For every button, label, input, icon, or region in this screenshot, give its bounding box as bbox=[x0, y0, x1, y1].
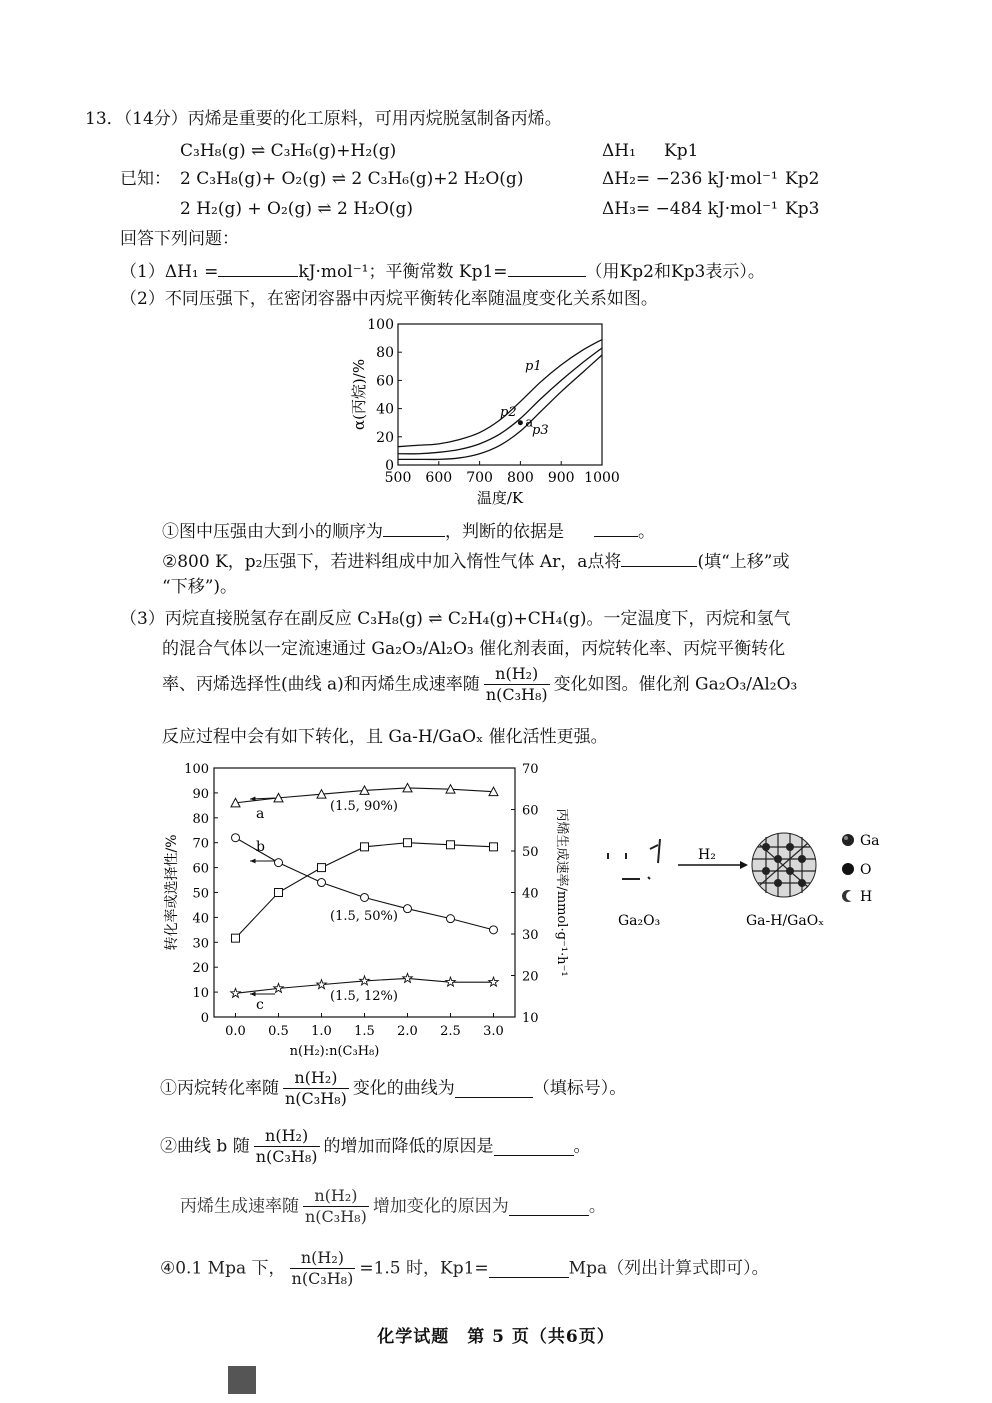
part-3-line-4: 反应过程中会有如下转化，且 Ga-H/GaOₓ 催化活性更强。 bbox=[162, 727, 608, 747]
annotation: (1.5, 12%) bbox=[330, 989, 398, 1004]
part-2-q1-c: 。 bbox=[638, 522, 655, 542]
part-1-c: （用Kp2和Kp3表示）。 bbox=[585, 262, 765, 282]
star-marker bbox=[446, 977, 456, 986]
part-2: （2）不同压强下，在密闭容器中丙烷平衡转化率随温度变化关系如图。 bbox=[120, 289, 658, 309]
fraction-numerator: n(H₂) bbox=[484, 664, 550, 685]
square-marker bbox=[404, 839, 412, 847]
known-label: 已知： bbox=[120, 169, 171, 189]
y-tick-label: 0 bbox=[385, 458, 394, 474]
y-tick-label: 90 bbox=[192, 786, 209, 802]
part-2-q1 bbox=[162, 518, 655, 543]
x-tick-label: 0.0 bbox=[225, 1024, 246, 1039]
y-tick-label: 0 bbox=[200, 1011, 209, 1026]
sub-question-4-c: Mpa（列出计算式即可）。 bbox=[568, 1258, 769, 1279]
y-tick-label: 70 bbox=[192, 836, 209, 852]
fraction-denominator: n(C₃H₈) bbox=[285, 1089, 347, 1108]
part-2-q2-a: ②800 K，p₂压强下，若进料组成中加入惰性气体 Ar，a点将 bbox=[162, 552, 622, 572]
sub-question-3 bbox=[180, 1186, 606, 1227]
square-marker bbox=[447, 841, 455, 849]
legend-o: O bbox=[860, 862, 872, 878]
circle-marker bbox=[232, 834, 240, 842]
curve-label-c: c bbox=[256, 997, 264, 1013]
point-a bbox=[518, 420, 523, 425]
part-1-b: kJ·mol⁻¹；平衡常数 Kp1= bbox=[298, 262, 508, 282]
page-footer: 化学试题 第 5 页（共6页） bbox=[377, 1327, 615, 1347]
h2-label: H₂ bbox=[698, 847, 716, 863]
ratio-fraction bbox=[283, 1068, 349, 1109]
reaction-1-dh: ΔH₁ bbox=[602, 141, 636, 161]
y-tick-label: 30 bbox=[192, 936, 209, 952]
chart-2 bbox=[160, 752, 590, 1064]
legend-h: H bbox=[860, 889, 873, 905]
x-tick-label: 600 bbox=[425, 470, 453, 486]
part-1-a: （1）ΔH₁ = bbox=[120, 262, 219, 282]
x-tick-label: 1.0 bbox=[311, 1024, 332, 1039]
catalyst-diagram bbox=[600, 825, 900, 930]
fraction-denominator: n(C₃H₈) bbox=[255, 1147, 318, 1166]
fraction-numerator: n(H₂) bbox=[254, 1126, 320, 1147]
x-tick-label: 500 bbox=[384, 470, 412, 486]
sub-question-4-b: =1.5 时，Kp1= bbox=[359, 1258, 489, 1279]
sub-question-1-b: 变化的曲线为 bbox=[352, 1078, 455, 1099]
curve-label-a: a bbox=[256, 806, 265, 822]
y-tick-label: 50 bbox=[192, 886, 209, 902]
h-legend-icon bbox=[842, 890, 856, 902]
sub-question-4-a: ④0.1 Mpa 下， bbox=[160, 1258, 286, 1279]
sub-question-1-a: ①丙烷转化率随 bbox=[160, 1078, 279, 1099]
arrow-head bbox=[250, 992, 256, 997]
sub-question-4 bbox=[160, 1248, 769, 1289]
y-tick-label: 100 bbox=[184, 762, 209, 777]
circle-marker bbox=[275, 859, 283, 867]
curve-p2 bbox=[398, 348, 602, 454]
ratio-fraction bbox=[303, 1186, 369, 1227]
y-axis-label: 转化率或选择性/% bbox=[164, 834, 180, 951]
answer-blank[interactable] bbox=[508, 258, 586, 277]
y-right-tick-label: 20 bbox=[522, 969, 539, 985]
part-2-q2-b: (填“上移”或 bbox=[697, 552, 790, 572]
y-tick-label: 40 bbox=[192, 911, 209, 927]
fraction-denominator: n(C₃H₈) bbox=[305, 1207, 367, 1226]
y-right-tick-label: 10 bbox=[522, 1011, 539, 1026]
y-right-tick-label: 50 bbox=[522, 845, 539, 860]
sub-question-2-a: ②曲线 b 随 bbox=[160, 1136, 250, 1157]
reaction-2-equation: 2 C₃H₈(g)+ O₂(g) ⇌ 2 C₃H₆(g)+2 H₂O(g) bbox=[180, 169, 524, 189]
x-tick-label: 3.0 bbox=[483, 1024, 504, 1039]
fraction-numerator: n(H₂) bbox=[290, 1248, 356, 1269]
part-2-q1-b: ，判断的依据是 bbox=[445, 522, 564, 542]
y-tick-label: 100 bbox=[367, 317, 394, 333]
y-tick-label: 60 bbox=[376, 373, 394, 390]
answer-blank[interactable] bbox=[218, 258, 298, 277]
circle-marker bbox=[490, 926, 498, 934]
reaction-3-equation: 2 H₂(g) + O₂(g) ⇌ 2 H₂O(g) bbox=[180, 199, 413, 219]
answer-blank[interactable] bbox=[509, 1197, 589, 1216]
part-3-line-1: （3）丙烷直接脱氢存在副反应 C₃H₈(g) ⇌ C₂H₄(g)+CH₄(g)。一定温度下，丙烷和氢气 bbox=[120, 609, 791, 629]
answer-blank[interactable] bbox=[489, 1259, 569, 1278]
reaction-2-dh: ΔH₂= −236 kJ·mol⁻¹ bbox=[602, 169, 778, 189]
answer-blank[interactable] bbox=[455, 1079, 533, 1098]
x-tick-label: 900 bbox=[547, 470, 575, 486]
curve-label-p1: p1 bbox=[525, 359, 542, 374]
sub-question-3-a: 丙烯生成速率随 bbox=[180, 1196, 299, 1217]
y-tick-label: 20 bbox=[376, 429, 394, 446]
reaction-1-equation: C₃H₈(g) ⇌ C₃H₆(g)+H₂(g) bbox=[180, 141, 397, 161]
square-marker bbox=[490, 843, 498, 851]
sub-question-2 bbox=[160, 1126, 591, 1167]
sub-question-3-b: 增加变化的原因为 bbox=[372, 1196, 509, 1217]
answer-blank[interactable] bbox=[594, 518, 638, 537]
square-marker bbox=[275, 889, 283, 897]
part-1 bbox=[120, 258, 765, 283]
sub-question-2-c: 。 bbox=[573, 1136, 591, 1157]
star-marker bbox=[317, 980, 327, 989]
ga-h-gaox-structure bbox=[752, 833, 816, 897]
part-2-q1-a: ①图中压强由大到小的顺序为 bbox=[162, 522, 383, 542]
answer-prompt: 回答下列问题： bbox=[120, 229, 239, 249]
y-tick-label: 20 bbox=[192, 961, 209, 977]
y-right-tick-label: 40 bbox=[522, 886, 539, 902]
circle-marker bbox=[318, 879, 326, 887]
reaction-2-k: Kp2 bbox=[785, 169, 820, 189]
reaction-1-k: Kp1 bbox=[664, 141, 699, 161]
plot-frame bbox=[398, 324, 602, 465]
reaction-3-dh: ΔH₃= −484 kJ·mol⁻¹ bbox=[602, 199, 778, 219]
o-legend-icon bbox=[842, 863, 854, 875]
square-marker bbox=[361, 843, 369, 851]
x-tick-label: 0.5 bbox=[268, 1024, 289, 1039]
x-axis-label: 温度/K bbox=[476, 489, 524, 507]
square-marker bbox=[318, 864, 326, 872]
curve-label-b: b bbox=[256, 839, 265, 855]
star-marker bbox=[274, 983, 284, 992]
ratio-fraction bbox=[254, 1126, 320, 1167]
x-tick-label: 2.0 bbox=[397, 1024, 418, 1039]
part-2-q2 bbox=[162, 548, 789, 573]
curve-p1 bbox=[398, 340, 602, 447]
ratio-fraction bbox=[484, 664, 550, 705]
x-tick-label: 2.5 bbox=[440, 1024, 461, 1039]
sub-question-1 bbox=[160, 1068, 626, 1109]
answer-blank[interactable] bbox=[621, 548, 697, 567]
answer-blank[interactable] bbox=[494, 1137, 574, 1156]
ga-legend-icon bbox=[842, 834, 854, 846]
curve-label-p3: p3 bbox=[532, 423, 549, 438]
question-header: 13．（14分）丙烯是重要的化工原料，可用丙烷脱氢制备丙烯。 bbox=[85, 109, 562, 129]
x-tick-label: 1.5 bbox=[354, 1024, 375, 1039]
part-2-q2-cont: “下移”)。 bbox=[162, 577, 238, 597]
chart-1 bbox=[350, 312, 640, 512]
ratio-fraction bbox=[290, 1248, 356, 1289]
x-tick-label: 700 bbox=[466, 470, 493, 486]
arrow-head bbox=[250, 859, 256, 864]
part-3-line-3 bbox=[162, 664, 797, 705]
fraction-numerator: n(H₂) bbox=[283, 1068, 349, 1089]
fraction-denominator: n(C₃H₈) bbox=[485, 685, 548, 704]
y-axis-label: α(丙烷)/% bbox=[350, 358, 368, 431]
star-marker bbox=[489, 977, 499, 986]
sub-question-1-c: （填标号）。 bbox=[532, 1078, 627, 1099]
ga2o3-structure bbox=[608, 839, 660, 879]
y-right-axis-label: 丙烯生成速率/mmol·g⁻¹·h⁻¹ bbox=[554, 808, 569, 977]
circle-marker bbox=[361, 893, 369, 901]
scan-smudge bbox=[228, 1366, 256, 1394]
ga-h-gaox-label: Ga-H/GaOₓ bbox=[746, 913, 825, 929]
point-a-label: a bbox=[525, 415, 534, 431]
sub-question-3-c: 。 bbox=[588, 1196, 606, 1217]
y-tick-label: 60 bbox=[192, 861, 209, 877]
y-tick-label: 10 bbox=[192, 986, 209, 1002]
fraction-denominator: n(C₃H₈) bbox=[291, 1269, 354, 1288]
sub-question-2-b: 的增加而降低的原因是 bbox=[323, 1136, 494, 1157]
fraction-numerator: n(H₂) bbox=[303, 1186, 369, 1207]
circle-marker bbox=[404, 905, 412, 913]
curve-label-p2: p2 bbox=[500, 405, 517, 420]
part-3-line-2: 的混合气体以一定流速通过 Ga₂O₃/Al₂O₃ 催化剂表面，丙烷转化率、丙烷平衡转化 bbox=[162, 639, 786, 659]
legend-ga: Ga bbox=[860, 833, 880, 849]
star-marker bbox=[403, 973, 413, 982]
part-3-line-3-b: 变化如图。催化剂 Ga₂O₃/Al₂O₃ bbox=[553, 674, 798, 695]
ga2o3-label: Ga₂O₃ bbox=[618, 913, 661, 929]
reaction-3-k: Kp3 bbox=[785, 199, 820, 219]
square-marker bbox=[232, 934, 240, 942]
circle-marker bbox=[447, 915, 455, 923]
y-right-tick-label: 30 bbox=[522, 928, 539, 943]
y-tick-label: 80 bbox=[192, 811, 209, 827]
y-tick-label: 80 bbox=[376, 345, 394, 362]
x-tick-label: 1000 bbox=[584, 470, 620, 486]
annotation: (1.5, 90%) bbox=[330, 799, 398, 814]
star-marker bbox=[360, 976, 370, 985]
y-right-tick-label: 60 bbox=[522, 803, 539, 819]
y-right-tick-label: 70 bbox=[522, 762, 539, 777]
x-axis-label: n(H₂):n(C₃H₈) bbox=[289, 1044, 380, 1059]
part-3-line-3-a: 率、丙烯选择性(曲线 a)和丙烯生成速率随 bbox=[162, 674, 480, 695]
annotation: (1.5, 50%) bbox=[330, 909, 398, 924]
x-tick-label: 800 bbox=[507, 470, 534, 486]
star-marker bbox=[231, 988, 241, 997]
answer-blank[interactable] bbox=[383, 518, 445, 537]
arrow-head bbox=[740, 861, 748, 869]
y-tick-label: 40 bbox=[376, 401, 394, 418]
